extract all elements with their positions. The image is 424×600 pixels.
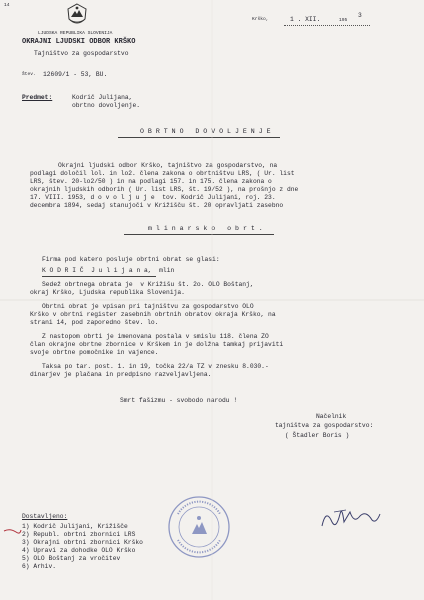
register-line: Krško v obrtni register zasebnih obrtnih obratov okraja Krško, na [30, 311, 276, 318]
signatory-title: Načelnik [316, 413, 347, 420]
corner-mark: 14 [4, 3, 10, 8]
distribution-item: 3) Okrajni obrtni zbornici Krško [22, 539, 143, 546]
register-line: Obrtni obrat je vpisan pri tajništvu za gospodarstvo OLO [42, 303, 254, 310]
header-republic: LJUDSKA REPUBLIKA SLOVENIJA [38, 31, 113, 36]
official-round-stamp [166, 494, 232, 560]
date-day-month: 1 . XII. [290, 16, 321, 23]
firm-name: K O D R I Č J u l i j a n a, mlin [42, 267, 175, 274]
date-dotted-line [284, 25, 370, 26]
signatory-office: tajništva za gospodarstvo: [275, 422, 374, 429]
coat-of-arms-icon [66, 3, 88, 27]
header-organ: OKRAJNI LJUDSKI ODBOR KRŠKO [22, 38, 136, 46]
body-line: 17. VIII. 1953, d o v o l j u j e tov. Kodrič Julijani, roj. 23. [30, 194, 276, 201]
distribution-item: 1) Kodrič Julijani, Križišče [22, 523, 128, 530]
body-line: decembra 1894, sedaj stanujoči v Križišču št. 20 opravljati zasebno [30, 202, 284, 209]
place-label: Krško, [252, 17, 269, 22]
handwritten-signature [316, 500, 382, 534]
year-prefix: 195 [339, 18, 348, 23]
firm-intro: Firma pod katero posluje obrtni obrat se glasi: [42, 256, 220, 263]
seat-line: Sedež obrtnega obrata je v Križišu št. 2o. OLO Boštanj, [42, 281, 254, 288]
header-office: Tajništvo za gospodarstvo [34, 50, 129, 57]
seat-line: okraj Krško, Ljudska republika Slovenija. [30, 289, 185, 296]
trade-underline [124, 234, 274, 235]
year-digit: 3 [358, 12, 362, 19]
chamber-line: Z nastopom obrti je imenovana postala v smislu 118. člena ZO [42, 333, 269, 340]
number-prefix: Štev. [22, 72, 36, 77]
tax-line: Taksa po tar. post. 1. in 19, točka 22/a TZ v znesku 8.030.- [42, 363, 269, 370]
chamber-line: svoje obrtne pomočnike in vajence. [30, 349, 159, 356]
distribution-item: 2) Republ. obrtni zbornici LRS [22, 531, 136, 538]
distribution-item: 6) Arhiv. [22, 563, 57, 570]
document-title: O B R T N O D O V O L J E N J E [140, 128, 271, 135]
chamber-line: član okrajne obrtne zbornice v Krškem in je dolžna tamkaj prijaviti [30, 341, 284, 348]
distribution-item: 5) OLO Boštanj za vročitev [22, 555, 121, 562]
distribution-label: Dostavljeno: [22, 513, 68, 520]
distribution-item: 4) Upravi za dohodke OLO Krško [22, 547, 136, 554]
slogan: Smrt fašizmu - svobodo narodu ! [120, 397, 238, 404]
document-number: 12609/1 - 53, BU. [43, 71, 108, 78]
subject-label: Predmet: [22, 94, 53, 101]
firm-name-underline [42, 276, 156, 277]
title-underline [118, 137, 280, 138]
subject-line-2: obrtno dovoljenje. [72, 102, 141, 109]
subject-line-1: Kodrič Julijana, [72, 94, 133, 101]
body-line: Okrajni ljudski odbor Krško, tajništvo za gospodarstvo, na [58, 162, 278, 169]
register-line: strani 14, pod zaporedno štev. lo. [30, 319, 159, 326]
check-mark-icon [2, 526, 22, 538]
body-line: LRS, štev. 20-lo2/50 ) in na podlagi 157. in 175. člena zakona o [30, 178, 272, 185]
body-line: okrajnih ljudskih odborih ( Ur. list LRS, št. 19/52 ), na prošnjo z dne [30, 186, 299, 193]
tax-line: dinarjev je plačana in predpisno razveljavljena. [30, 371, 212, 378]
body-line: podlagi določil lol. in lo2. člena zakona o obrtništvu LRS, ( Ur. list [30, 170, 295, 177]
signatory-name: ( Štadler Boris ) [285, 432, 350, 439]
trade-name: m l i n a r s k o o b r t . [148, 225, 263, 232]
